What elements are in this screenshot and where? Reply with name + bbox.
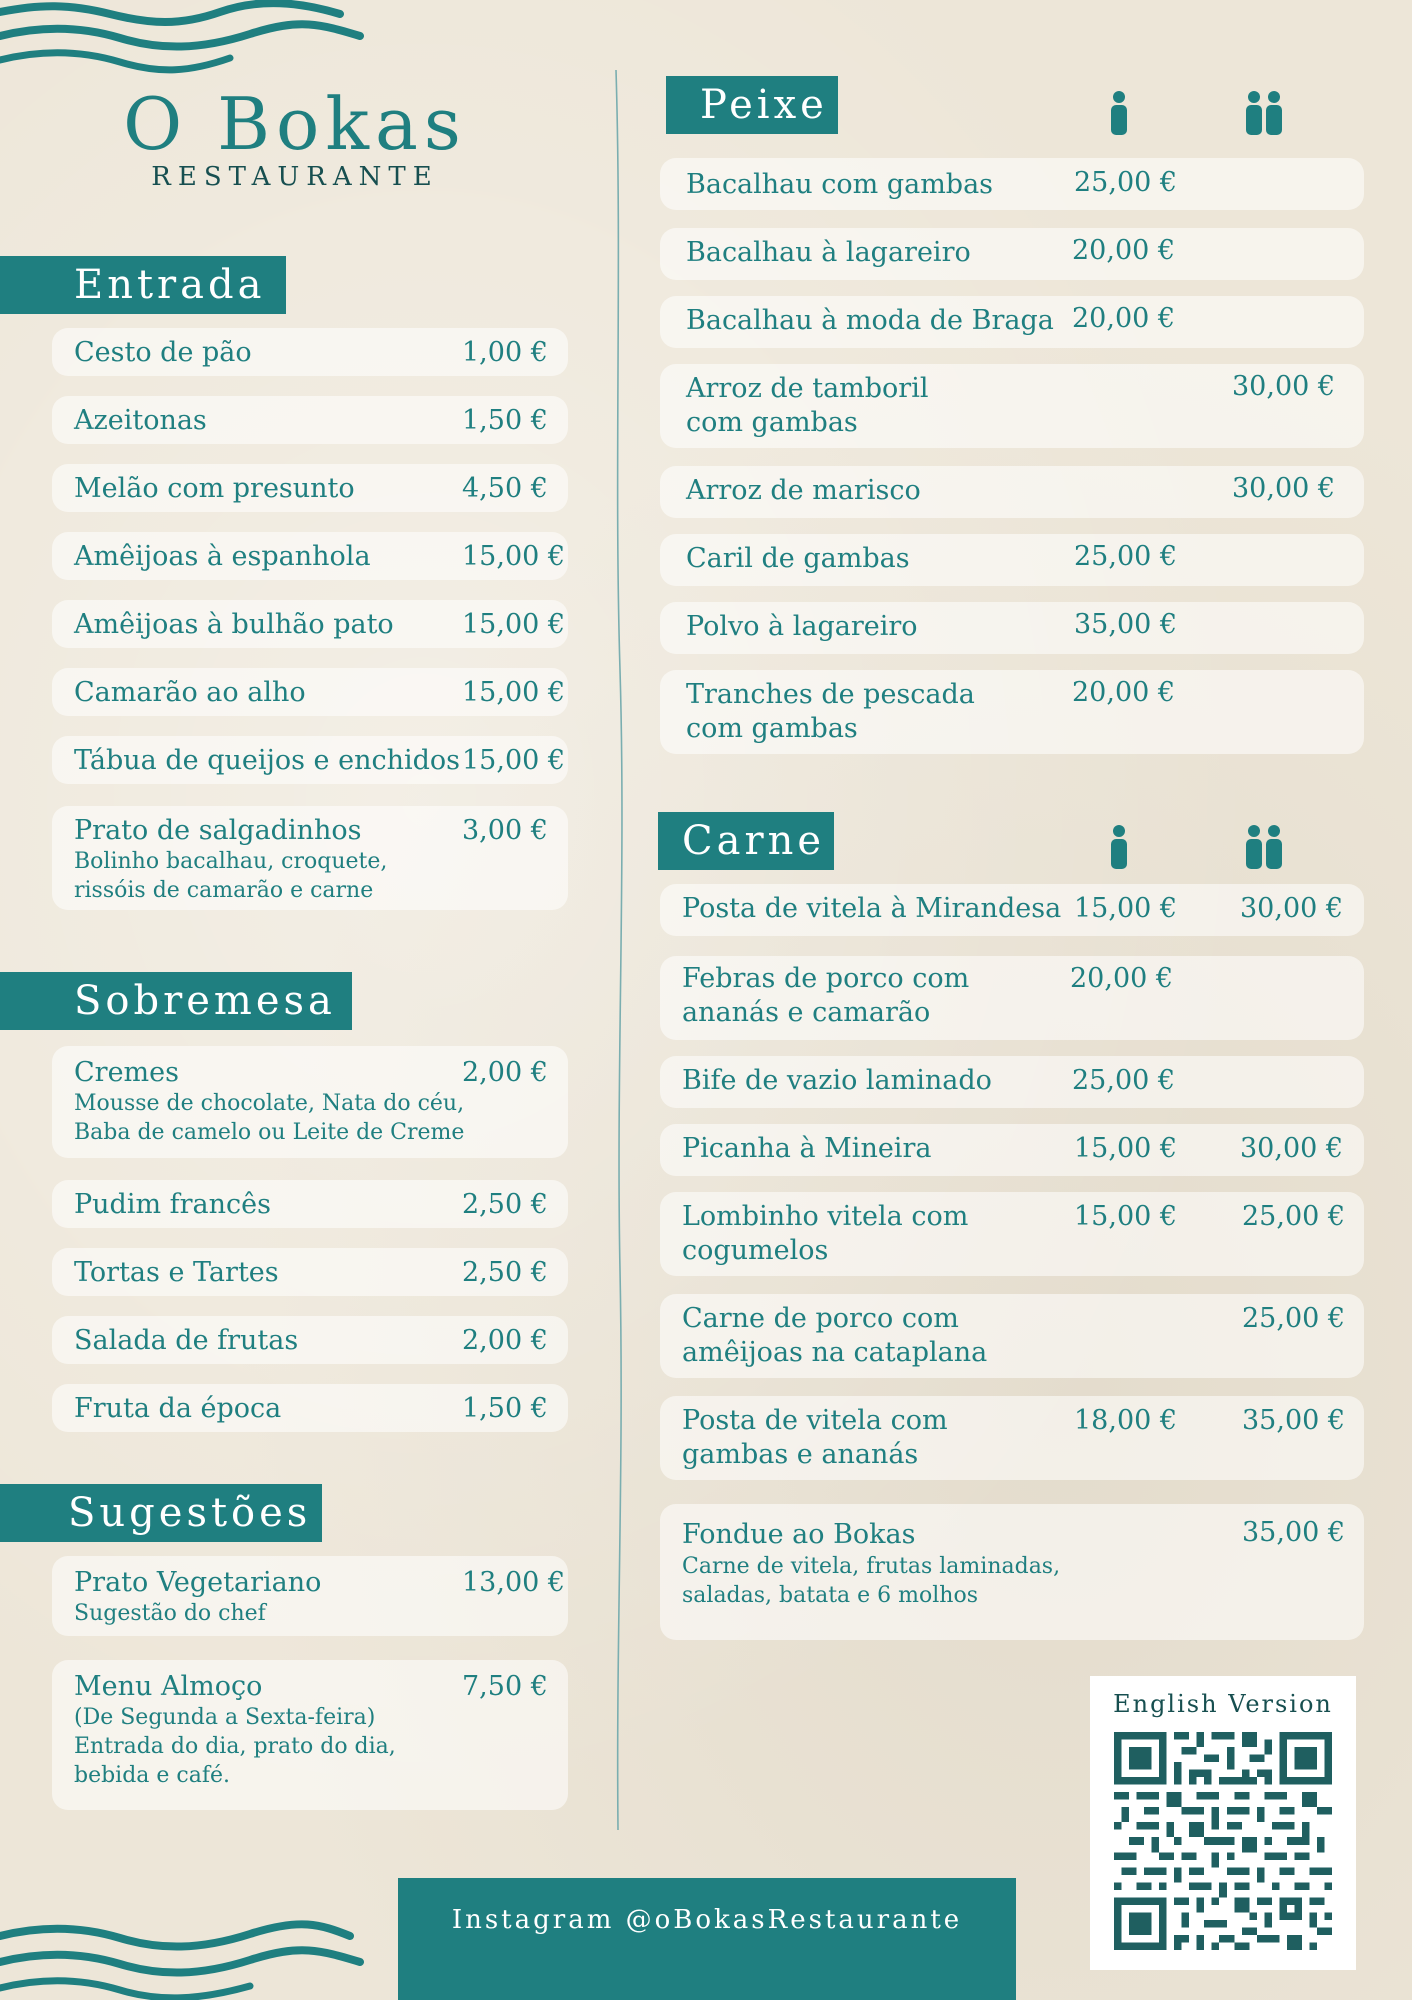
menu-item (52, 464, 568, 512)
item-description: Sugestão do chef (74, 1601, 266, 1626)
item-name: Cesto de pão (74, 337, 252, 368)
item-name: Bacalhau com gambas (686, 169, 994, 200)
qr-code-icon (1114, 1732, 1332, 1950)
instagram-handle: Instagram @oBokasRestaurante (451, 1905, 963, 1935)
section-title-sugestoes: Sugestões (0, 1484, 322, 1542)
item-name: Prato de salgadinhos (74, 815, 362, 846)
item-price-single: 15,00 € (1074, 1201, 1178, 1232)
menu-item (52, 1248, 568, 1296)
menu-item (660, 1396, 1364, 1480)
menu-item (660, 670, 1364, 754)
item-name: Tábua de queijos e enchidos (74, 745, 461, 776)
item-name: Caril de gambas (686, 543, 910, 574)
item-name-line2: com gambas (686, 713, 858, 744)
item-description: Bolinho bacalhau, croquete, (74, 849, 388, 874)
two-persons-icon (1244, 824, 1284, 870)
item-price: 7,50 € (462, 1671, 548, 1702)
menu-item (52, 1556, 568, 1636)
menu-item (52, 328, 568, 376)
item-description: bebida e café. (74, 1763, 231, 1788)
bottom-wave-decoration (0, 1918, 380, 2000)
item-price: 15,00 € (462, 609, 566, 640)
section-title-entrada: Entrada (0, 256, 286, 314)
item-name: Amêijoas à bulhão pato (74, 609, 394, 640)
item-name: Bacalhau à moda de Braga (686, 305, 1054, 336)
item-price-single: 18,00 € (1074, 1405, 1178, 1436)
item-name: Lombinho vitela com (682, 1201, 969, 1232)
menu-item (52, 600, 568, 648)
item-name: Febras de porco com (682, 963, 970, 994)
menu-item (660, 466, 1364, 518)
item-name-line2: gambas e ananás (682, 1439, 919, 1470)
menu-item (660, 602, 1364, 654)
menu-item (52, 668, 568, 716)
item-description: Carne de vitela, frutas laminadas, (682, 1554, 1061, 1579)
item-name: Fondue ao Bokas (682, 1519, 916, 1550)
item-description: Entrada do dia, prato do dia, (74, 1734, 396, 1759)
item-name: Salada de frutas (74, 1325, 299, 1356)
item-price-single: 25,00 € (1074, 541, 1178, 572)
item-price: 2,50 € (462, 1257, 548, 1288)
menu-item (660, 884, 1364, 936)
column-divider (612, 70, 626, 1830)
item-description: saladas, batata e 6 molhos (682, 1583, 978, 1608)
item-price-double: 30,00 € (1240, 893, 1344, 924)
item-name: Menu Almoço (74, 1671, 263, 1702)
item-name-line2: amêijoas na cataplana (682, 1337, 988, 1368)
item-name: Cremes (74, 1057, 179, 1088)
menu-item (52, 1316, 568, 1364)
item-name-line2: ananás e camarão (682, 997, 931, 1028)
item-price-single: 25,00 € (1074, 167, 1178, 198)
item-name: Melão com presunto (74, 473, 355, 504)
menu-item (660, 1124, 1364, 1176)
item-name: Posta de vitela com (682, 1405, 948, 1436)
item-name: Bacalhau à lagareiro (686, 237, 971, 268)
item-price-double: 25,00 € (1242, 1201, 1346, 1232)
english-version-qr[interactable] (1090, 1676, 1356, 1970)
item-price: 2,00 € (462, 1325, 548, 1356)
item-name: Amêijoas à espanhola (74, 541, 371, 572)
menu-item (660, 158, 1364, 210)
item-price-single: 20,00 € (1072, 677, 1176, 708)
item-price-double: 30,00 € (1240, 1133, 1344, 1164)
item-price: 3,00 € (462, 815, 548, 846)
two-persons-icon (1244, 90, 1284, 136)
item-name: Azeitonas (74, 405, 207, 436)
menu-item (660, 228, 1364, 280)
brand-subtitle: RESTAURANTE (151, 162, 439, 192)
menu-item (52, 1384, 568, 1432)
item-description: rissóis de camarão e carne (74, 878, 374, 903)
item-price: 13,00 € (462, 1567, 566, 1598)
item-name: Arroz de marisco (686, 475, 921, 506)
item-name: Arroz de tamboril (686, 373, 929, 404)
item-price: 2,50 € (462, 1189, 548, 1220)
item-name: Posta de vitela à Mirandesa (682, 893, 1062, 924)
item-price-single: 25,00 € (1072, 1065, 1176, 1096)
menu-item (660, 364, 1364, 448)
item-price-single: 20,00 € (1070, 963, 1174, 994)
item-price: 4,50 € (462, 473, 548, 504)
item-price-single: 20,00 € (1072, 303, 1176, 334)
menu-item (660, 956, 1364, 1040)
person-icon (1108, 90, 1130, 136)
item-price: 1,00 € (462, 337, 548, 368)
item-price-double: 25,00 € (1242, 1303, 1346, 1334)
english-version-label: English Version (1113, 1690, 1333, 1718)
item-price: 15,00 € (462, 541, 566, 572)
item-name-line2: com gambas (686, 407, 858, 438)
item-price-double: 35,00 € (1242, 1517, 1346, 1548)
item-price-double: 30,00 € (1232, 371, 1336, 402)
section-title-peixe: Peixe (666, 76, 838, 134)
item-price-single: 15,00 € (1074, 1133, 1178, 1164)
menu-item (660, 1504, 1364, 1640)
menu-item (52, 532, 568, 580)
item-name: Bife de vazio laminado (682, 1065, 992, 1096)
item-name: Camarão ao alho (74, 677, 306, 708)
item-description: Baba de camelo ou Leite de Creme (74, 1120, 465, 1145)
menu-item (660, 534, 1364, 586)
section-title-sobremesa: Sobremesa (0, 972, 352, 1030)
item-name: Tortas e Tartes (74, 1257, 279, 1288)
person-icon (1108, 824, 1130, 870)
item-price: 1,50 € (462, 1393, 548, 1424)
menu-item (660, 296, 1364, 348)
item-price-double: 35,00 € (1242, 1405, 1346, 1436)
item-price: 15,00 € (462, 745, 566, 776)
menu-item (52, 806, 568, 910)
item-name: Prato Vegetariano (74, 1567, 322, 1598)
menu-item (660, 1056, 1364, 1108)
item-name: Fruta da época (74, 1393, 282, 1424)
item-name-line2: cogumelos (682, 1235, 829, 1266)
menu-item (52, 396, 568, 444)
menu-item (52, 1180, 568, 1228)
item-price-single: 15,00 € (1074, 893, 1178, 924)
item-name: Picanha à Mineira (682, 1133, 932, 1164)
section-title-carne: Carne (658, 812, 834, 870)
top-wave-decoration (0, 0, 380, 80)
item-price: 15,00 € (462, 677, 566, 708)
item-price-double: 30,00 € (1232, 473, 1336, 504)
item-name: Carne de porco com (682, 1303, 959, 1334)
menu-item (52, 1046, 568, 1158)
menu-item (52, 736, 568, 784)
brand-name: O Bokas (123, 82, 467, 166)
instagram-banner[interactable] (398, 1878, 1016, 2000)
menu-item (660, 1294, 1364, 1378)
item-description: Mousse de chocolate, Nata do céu, (74, 1091, 465, 1116)
item-name: Tranches de pescada (686, 679, 975, 710)
menu-item (660, 1192, 1364, 1276)
item-price: 2,00 € (462, 1057, 548, 1088)
item-price-single: 35,00 € (1074, 609, 1178, 640)
menu-item (52, 1660, 568, 1810)
item-name: Polvo à lagareiro (686, 611, 918, 642)
item-description: (De Segunda a Sexta-feira) (74, 1705, 376, 1730)
item-price-single: 20,00 € (1072, 235, 1176, 266)
item-name: Pudim francês (74, 1189, 272, 1220)
item-price: 1,50 € (462, 405, 548, 436)
